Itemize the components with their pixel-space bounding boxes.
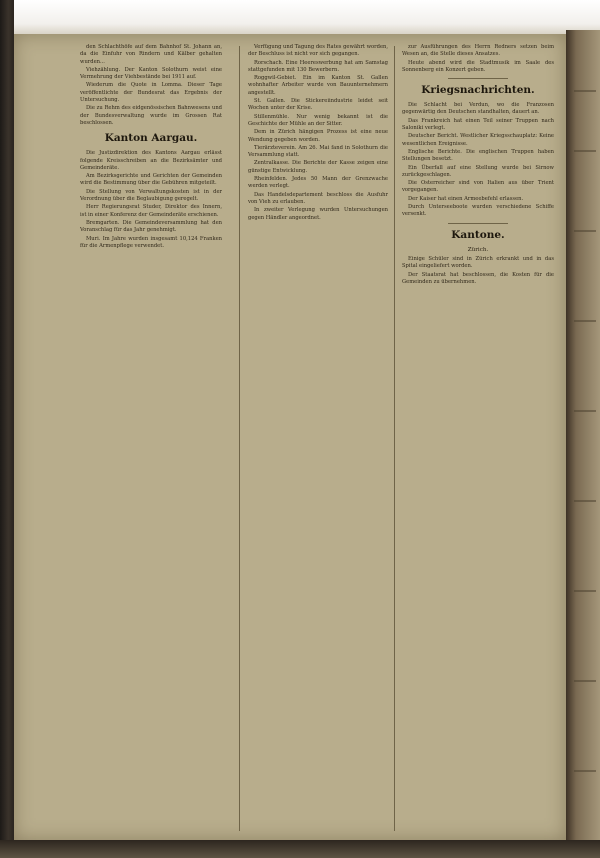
section-heading-kriegsnachrichten: Kriegsnachrichten.	[421, 84, 535, 97]
column1-paragraph: Wiederum die Quote in Lomma. Dieser Tage veröffentlichte der Bundesrat das Ergebnis der Untersuchung.	[80, 82, 222, 104]
adjacent-text-fragment	[574, 770, 596, 772]
column-1	[80, 44, 222, 834]
column-rule-2	[394, 46, 395, 831]
column3-paragraph: Der Kaiser hat einen Armeebefehl erlassen.	[408, 195, 524, 202]
section-heading-kantone: Kantone.	[451, 228, 505, 241]
adjacent-text-fragment	[574, 680, 596, 682]
column3-paragraph: Deutscher Bericht. Westlicher Kriegsschauplatz: Keine wesentlichen Ereignisse.	[402, 133, 554, 147]
section-heading-kanton-aargau: Kanton Aargau.	[104, 132, 198, 145]
adjacent-text-fragment	[574, 410, 596, 412]
column3-paragraph: Einige Schüler sind in Zürich erkrankt und in das Spital eingeliefert worden.	[402, 255, 554, 270]
separator-rule	[448, 223, 509, 224]
column3-paragraph: Die Schlacht bei Verdun, wo die Franzosen gegenwärtig den Deutschen standhalten, dauert an.	[402, 102, 554, 116]
column2-paragraph: Tierärzteverein. Am 26. Mai fand in Solothurn die Versammlung statt.	[248, 144, 388, 159]
column2-paragraph: Roggwil-Gebiet. Ein im Kanton St. Gallen wohnhafter Arbeiter wurde von Bauunternehmern angestellt.	[248, 75, 388, 96]
column-rule-1	[239, 46, 240, 831]
column1-paragraph: Die zu Rehm des eidgenössischen Bahnwesens und der Bundesverwaltung wurde im Grossen Rat beschlossen.	[80, 105, 222, 126]
separator-rule	[448, 78, 509, 79]
column1-paragraph: Bremgarten. Die Gemeindeversammlung hat den Voranschlag für das Jahr genehmigt.	[80, 219, 222, 234]
adjacent-text-fragment	[574, 90, 596, 92]
column1-paragraph: Herr Regierungsrat Studer, Direktor des Innern, ist in einer Konferenz der Gemeinderäte erschienen.	[80, 204, 222, 218]
column3-paragraph: Der Staatsrat hat beschlossen, die Kosten für die Gemeinden zu übernehmen.	[402, 271, 554, 285]
column3-paragraph: Englische Berichte. Die englischen Truppen haben Stellungen besetzt.	[402, 148, 554, 163]
subheading-zurich: Zürich.	[467, 246, 489, 253]
column3-paragraph: Heute abend wird die Stadtmusik im Saale des Sonnenberg ein Konzert geben.	[402, 59, 554, 73]
column1-paragraph: Die Stellung von Verwaltungskosten ist in der Verordnung über die Beglaubigung geregelt.	[80, 188, 222, 203]
adjacent-text-fragment	[574, 590, 596, 592]
column2-paragraph: Rorschach. Eine Heereswerbung hat am Samstag stattgefunden mit 130 Bewerbern.	[248, 59, 388, 73]
column2-paragraph: Dem in Zürich hängigen Prozess ist eine neue Wendung gegeben worden.	[248, 129, 388, 143]
adjacent-text-fragment	[574, 320, 596, 322]
binder-bottom-edge	[0, 840, 600, 858]
column3-paragraph: Durch Unterseeboote wurden verschiedene Schiffe versenkt.	[402, 204, 554, 218]
binder-top-edge	[0, 0, 600, 34]
newspaper-page	[14, 34, 566, 840]
column1-paragraph: Am Bezirksgerichte und Gerichten der Gemeinden wird die Bestimmung über die Gebühren mitgeteilt.	[80, 173, 222, 187]
column1-paragraph: Die Justizdirektion des Kantons Aargau erlässt folgende Kreisschreiben an die Bezirksämter und Gemeinderäte.	[80, 150, 222, 171]
column3-paragraph: Die Osterreicher sind von Italien aus über Trient vorgegangen.	[402, 180, 554, 194]
column2-paragraph: St. Gallen. Die Stickereiindustrie leidet seit Wochen unter der Krise.	[248, 98, 388, 112]
column2-paragraph: In zweiter Verlegung wurden Untersuchungen gegen Händler angeordnet.	[248, 207, 388, 221]
column1-paragraph: den Schlachthöfe auf dem Bahnhof St. Johann an, da die Einfuhr von Rindern und Kälber gehalten wurden...	[80, 44, 222, 65]
column2-paragraph: Das Handelsdepartement beschloss die Ausfuhr von Vieh zu erlauben.	[248, 191, 388, 205]
column1-paragraph: Muri. Im Jahre wurden insgesamt 10,124 Franken für die Armenpflege verwendet.	[80, 235, 222, 249]
column3-paragraph: Das Frankreich hat einen Teil seiner Truppen nach Saloniki verlegt.	[402, 117, 554, 132]
column-2	[248, 44, 388, 834]
adjacent-page-edge	[566, 30, 600, 858]
column2-paragraph: Zentralkasse. Die Berichte der Kasse zeigen eine günstige Entwicklung.	[248, 160, 388, 174]
column1-paragraph: Viehzählung. Der Kanton Solothurn weist eine Vermehrung der Viehbestände bei 1911 auf.	[80, 66, 222, 81]
adjacent-text-fragment	[574, 150, 596, 152]
column-3	[402, 44, 554, 834]
adjacent-text-fragment	[574, 500, 596, 502]
adjacent-text-fragment	[574, 230, 596, 232]
column2-paragraph: Verfügung und Tagung des Rates gewährt worden, der Beschluss ist nicht vor sich gegangen.	[248, 44, 388, 58]
column3-paragraph: zur Ausführungen des Herrn Redners setzen beim Wesen an, die Stelle dieses Ansatzes.	[402, 44, 554, 58]
column2-paragraph: Stillenmühle. Nur wenig bekannt ist die Geschichte der Mühle an der Sitter.	[248, 113, 388, 127]
binder-spine	[0, 0, 14, 858]
column2-paragraph: Rheinfelden. Jedes 50 Mann der Grenzwache werden verlegt.	[248, 176, 388, 190]
column3-paragraph: Ein Überfall auf eine Stellung wurde bei Sirnow zurückgeschlagen.	[402, 164, 554, 178]
